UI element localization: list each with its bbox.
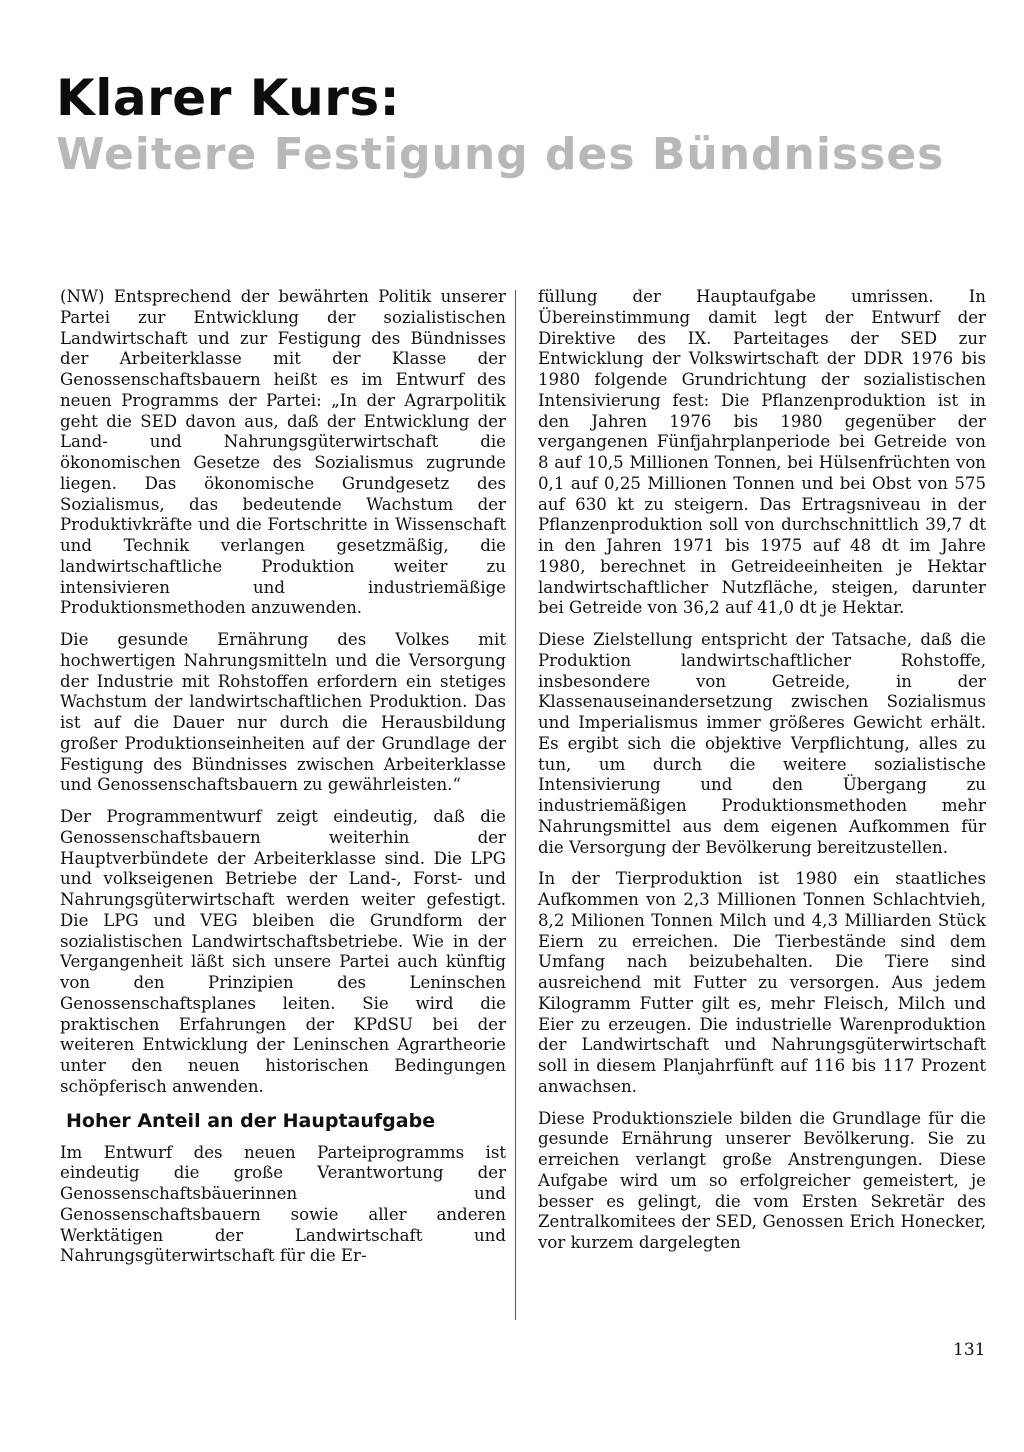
left-column <box>60 287 506 1278</box>
section-subheading: Hoher Anteil an der Hauptaufgabe <box>66 1109 436 1132</box>
paragraph-production-goals: Diese Produktionsziele bilden die Grundlage für die gesunde Ernährung unserer Bevölkerung. Sie zu erreichen verlangt große Anstrengungen. Diese Aufgabe wird um so erfolgreicher gemeistert, je besser es gelingt, die vom Ersten Sekretär des Zentralkomitees der SED, Genossen Erich Honecker, vor kurzem dargelegten <box>538 1108 986 1252</box>
column-divider <box>515 290 516 1320</box>
article-title: Klarer Kurs: <box>56 69 401 127</box>
article-subtitle: Weitere Festigung des Bündnisses <box>56 129 945 180</box>
page-number: 131 <box>953 1340 986 1360</box>
paragraph-main-task: Im Entwurf des neuen Parteiprogramms ist eindeutig die große Verantwortung der Genossenschaftsbäuerinnen und Genossenschaftsbauern sowie aller anderen Werktätigen der Landwirtschaft und Nahrungsgüterwirtschaft für die Er- <box>60 1142 506 1266</box>
right-column <box>538 287 986 1265</box>
paragraph-intro: (NW) Entsprechend der bewährten Politik unserer Partei zur Entwicklung der sozialistischen Landwirtschaft und zur Festigung des Bündnisses der Arbeiterklasse mit der Klasse der Genossenschaftsbauern heißt es im Entwurf des neuen Programms der Partei: „In der Agrarpolitik geht die SED davon aus, daß der Entwicklung der Land- und Nahrungsgüterwirtschaft die ökonomischen Gesetze des Sozialismus zugrunde liegen. Das ökonomische Grundgesetz des Sozialismus, das bedeutende Wachstum der Produktivkräfte und die Fortschritte in Wissenschaft und Technik verlangen gesetzmäßig, die landwirtschaftliche Produktion weiter zu intensivieren und industriemäßige Produktionsmethoden anzuwenden. <box>60 287 506 618</box>
paragraph-nutrition: Die gesunde Ernährung des Volkes mit hochwertigen Nahrungsmitteln und die Versorgung der Industrie mit Rohstoffen erfordern ein stetiges Wachstum der landwirtschaftlichen Produktion. Das ist auf die Dauer nur durch die Herausbildung großer Produktionseinheiten auf der Grundlage der Festigung des Bündnisses zwischen Arbeiterklasse und Genossenschaftsbauern zu gewährleisten.“ <box>60 630 506 795</box>
paragraph-animal-production: In der Tierproduktion ist 1980 ein staatliches Aufkommen von 2,3 Millionen Tonnen Schlachtvieh, 8,2 Milionen Tonnen Milch und 4,3 Milliarden Stück Eiern zu erreichen. Die Tierbestände sind dem Umfang nach beizubehalten. Die Tiere sind ausreichend mit Futter zu versorgen. Aus jedem Kilogramm Futter gilt es, mehr Fleisch, Milch und Eier zu erzeugen. Die industrielle Warenproduktion der Landwirtschaft und Nahrungsgüterwirtschaft soll in diesem Planjahrfünft auf 116 bis 117 Prozent anwachsen. <box>538 869 986 1096</box>
paragraph-plant-production: füllung der Hauptaufgabe umrissen. In Übereinstimmung damit legt der Entwurf der Direktive des IX. Parteitages der SED zur Entwicklung der Volkswirtschaft der DDR 1976 bis 1980 folgende Grundrichtung der sozialistischen Intensivierung fest: Die Pflanzenproduktion ist in den Jahren 1976 bis 1980 gegenüber der vergangenen Fünfjahrplanperiode bei Getreide von 8 auf 10,5 Millionen Tonnen, bei Hülsenfrüchten von 0,1 auf 0,25 Millionen Tonnen und bei Obst von 575 auf 630 kt zu steigern. Das Ertragsniveau in der Pflanzenproduktion soll von durchschnittlich 39,7 dt in den Jahren 1971 bis 1975 auf 48 dt im Jahre 1980, berechnet in Getreideeinheiten je Hektar landwirtschaftlicher Nutzfläche, steigen, darunter bei Getreide von 36,2 auf 41,0 dt je Hektar. <box>538 287 986 618</box>
paragraph-objective: Diese Zielstellung entspricht der Tatsache, daß die Produktion landwirtschaftlicher Rohstoffe, insbesondere von Getreide, in der Klassenauseinandersetzung zwischen Sozialismus und Imperialismus immer größeres Gewicht erhält. Es ergibt sich die objektive Verpflichtung, alles zu tun, um durch die weitere sozialistische Intensivierung und den Übergang zu industriemäßigen Produktionsmethoden mehr Nahrungsmittel aus dem eigenen Aufkommen für die Versorgung der Bevölkerung bereitzustellen. <box>538 630 986 857</box>
paragraph-program-draft: Der Programmentwurf zeigt eindeutig, daß die Genossenschaftsbauern weiterhin der Hauptverbündete der Arbeiterklasse sind. Die LPG und volkseigenen Betriebe der Land-, Forst- und Nahrungsgüterwirtschaft werden weiter gefestigt. Die LPG und VEG bleiben die Grundform der sozialistischen Landwirtschaftsbetriebe. Wie in der Vergangenheit läßt sich unsere Partei auch künftig von den Prinzipien des Leninschen Genossenschaftsplanes leiten. Sie wird die praktischen Erfahrungen der KPdSU bei der weiteren Entwicklung der Leninschen Agrartheorie unter den neuen historischen Bedingungen schöpferisch anwenden. <box>60 807 506 1096</box>
